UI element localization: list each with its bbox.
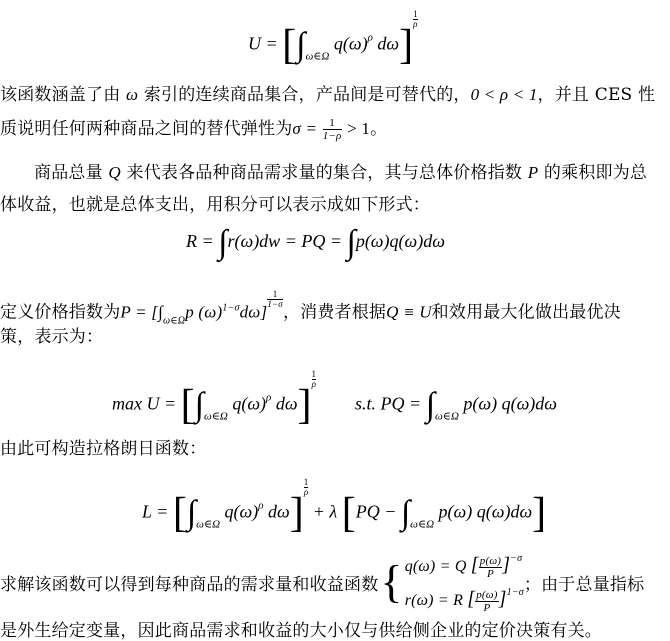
paragraph-4-line-1: 由此可构造拉格朗日函数：: [0, 439, 207, 459]
paragraph-1-line-2: 质说明任何两种商品之间的替代弹性为σ = $\frac{1}{1-\rho}$ > 1。: [0, 116, 388, 142]
revenue-function: r(ω) = R [ $\frac{p(\omega)}{P}$ ]$^{1-\sigma}$: [404, 587, 524, 614]
paragraph-5-line-2: 是外生给定变量，因此商品需求和收益的大小仅与供给侧企业的定价决策有关。: [0, 621, 602, 641]
equation-lagrangian: $L = [\int_{\omega\in\Omega}$ $q(\omega)^\rho$ dω] $\frac{1}{\rho}$ + λ [$PQ - \int_{\omega\in\Omega}$ p(ω) q(ω)dω]: [142, 477, 547, 537]
paragraph-2-line-2: 体收益，也就是总体支出，用积分可以表示成如下形式：: [0, 195, 430, 215]
equation-max-utility: $\max U = [\int_{\omega\in\Omega}$ $q(\omega)^\rho$ dω] $\frac{1}{\rho}$ s.t. PQ = $\int_{\omega\in\Omega}$ p(ω) q(ω)dω: [112, 369, 558, 429]
paragraph-1-line-1: 该函数涵盖了由 ω 索引的连续商品集合，产品间是可替代的，0 < ρ < 1，并且 CES 性: [0, 85, 656, 105]
paragraph-3-line-2: 策，表示为：: [0, 327, 104, 347]
paragraph-5-line-1: 求解该函数可以得到每种商品的需求量和收益函数 { q(ω) = Q [ $\frac{p(\omega)}{P}$ ]$^{-\sigma}$ r(ω) = R [ $\frac{p(\omega)}{P}$ ]$^{1-\sigma}$ ；由于总量指标: [0, 548, 644, 616]
equation-revenue: R = ∫r(ω)dw = PQ = ∫p(ω)q(ω)dω: [186, 224, 445, 261]
paragraph-2-line-1: 商品总量 Q 来代表各品种商品需求量的集合，其与总体价格指数 P 的乘积即为总: [34, 163, 648, 183]
equation-utility: $U = [\int_{\omega\in\Omega}$ $q(\omega)^\rho$ dω] $\frac{1}{\rho}$: [248, 9, 418, 69]
demand-function: q(ω) = Q [ $\frac{p(\omega)}{P}$ ]$^{-\sigma}$: [404, 553, 523, 580]
paragraph-3-line-1: 定义价格指数为$P = [\int_{\omega\in\Omega}p$ $(\omega)^{1-\sigma}d\omega$] $\frac{1}{1-\sigma}$ ，消费者根据Q ≡ U和效用最大化做出最优决: [0, 289, 621, 327]
